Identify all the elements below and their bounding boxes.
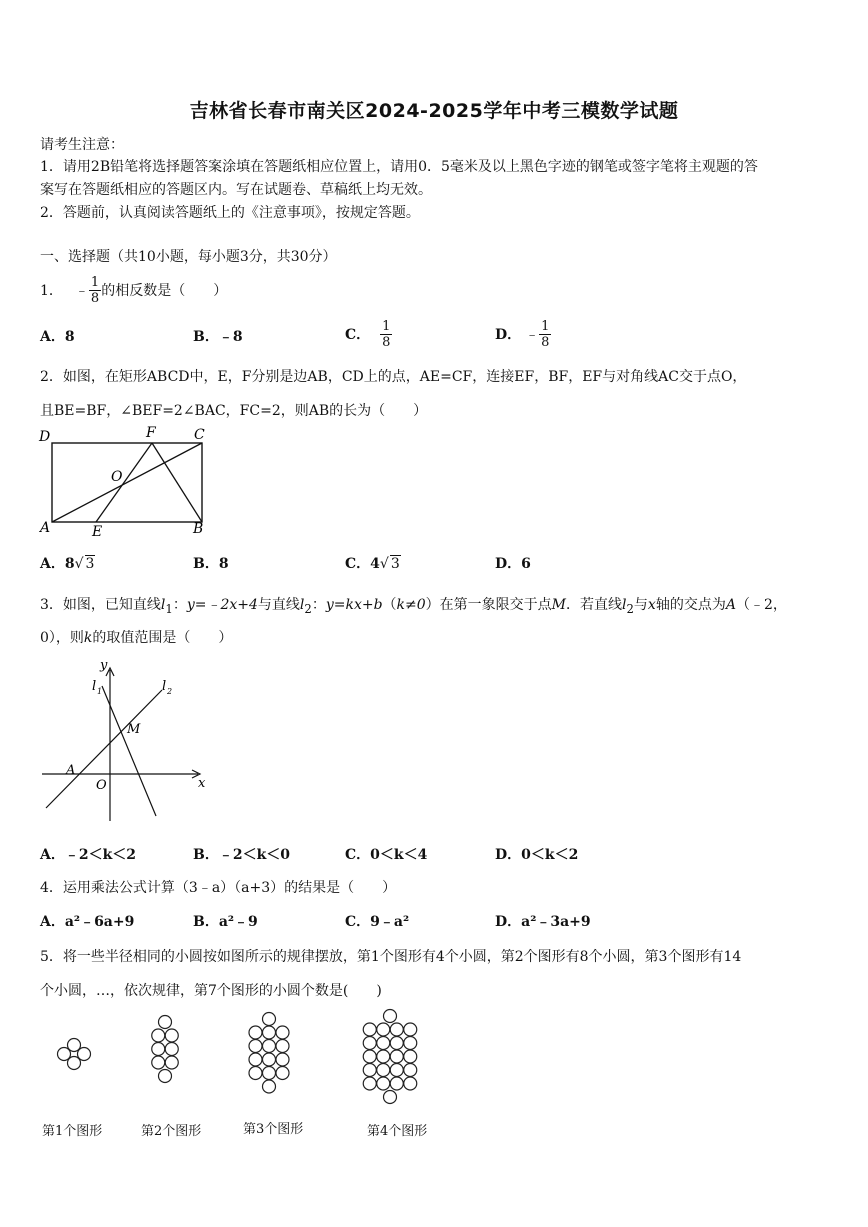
small-circle xyxy=(390,1050,403,1063)
q3-l1-sub: 1 xyxy=(165,601,173,616)
q1-frac-den: 8 xyxy=(90,290,100,306)
q3-point-a: A xyxy=(725,597,736,613)
section-heading: 一、选择题（共10小题，每小题3分，共30分） xyxy=(40,249,337,265)
q3-l1: l xyxy=(160,597,166,613)
small-circle xyxy=(263,1067,276,1080)
q3-text-l: 的取值范围是（ ） xyxy=(92,630,233,646)
q3-l2: l xyxy=(299,597,305,613)
figure-2-circles xyxy=(152,1016,179,1083)
label-d: D xyxy=(39,429,51,445)
caption-figure-1: 第1个图形 xyxy=(42,1124,103,1139)
q3-x-var: x xyxy=(647,597,656,613)
label-e: E xyxy=(92,524,103,540)
small-circle xyxy=(165,1056,178,1069)
small-circle xyxy=(263,1026,276,1039)
q1-text: 的相反数是（ ） xyxy=(101,283,228,299)
small-circle xyxy=(390,1037,403,1050)
q3-k-var: k xyxy=(83,630,93,646)
small-circle xyxy=(152,1043,165,1056)
small-circle xyxy=(249,1026,262,1039)
small-circle xyxy=(404,1050,417,1063)
small-circle xyxy=(249,1040,262,1053)
q3-text-a: 3．如图，已知直线 xyxy=(40,597,161,613)
q2-option-a: A．8√ 3 xyxy=(40,556,95,572)
label-c: C xyxy=(194,427,205,443)
small-circle xyxy=(390,1023,403,1036)
q1-option-d xyxy=(495,314,551,354)
small-circle xyxy=(363,1077,376,1090)
q1-option-c xyxy=(345,314,392,354)
notice-line-1: 1．请用2B铅笔将选择题答案涂填在答题纸相应位置上，请用0．5毫米及以上黑色字迹的钢笔或签字笔将主观题的答 xyxy=(40,159,758,175)
origin-label: O xyxy=(96,778,107,793)
q1-fraction xyxy=(89,275,101,306)
q1-number: 1． xyxy=(40,283,63,299)
q3-text-i: 轴的交点为 xyxy=(655,597,726,613)
diagonal-ac xyxy=(52,443,202,522)
small-circle xyxy=(377,1050,390,1063)
small-circle xyxy=(159,1016,172,1029)
notice-heading: 请考生注意： xyxy=(40,137,124,153)
point-m-label: M xyxy=(127,722,141,737)
q2-option-b: B．8 xyxy=(193,556,229,572)
q2-line-2: 且BE=BF，∠BEF=2∠BAC，FC=2，则AB的长为（ ） xyxy=(40,403,428,419)
q3-line-1 xyxy=(40,594,787,616)
l1-sub-label: 1 xyxy=(97,687,103,696)
small-circle xyxy=(276,1053,289,1066)
small-circle xyxy=(263,1013,276,1026)
figure-4-circles xyxy=(363,1010,417,1104)
q1-d-den: 8 xyxy=(541,334,550,350)
x-label: x xyxy=(198,776,206,791)
q3-option-b: B．﹣2＜k＜0 xyxy=(193,847,291,863)
q2-c-label: C．4 xyxy=(345,556,380,572)
label-b: B xyxy=(193,521,204,537)
small-circle xyxy=(390,1064,403,1077)
small-circle xyxy=(263,1053,276,1066)
q1-d-fraction xyxy=(539,319,551,350)
q1-c-num: 1 xyxy=(382,318,391,334)
small-circle xyxy=(152,1029,165,1042)
q3-option-c: C．0＜k＜4 xyxy=(345,847,428,863)
small-circle xyxy=(390,1077,403,1090)
q1-option-a: A．8 xyxy=(40,329,75,345)
small-circle xyxy=(404,1077,417,1090)
q1-c-fraction xyxy=(380,319,392,350)
q3-l2-sub: 2 xyxy=(304,601,312,616)
q4-option-d: D．a²﹣3a+9 xyxy=(495,914,591,930)
figure-3-circles xyxy=(249,1013,289,1094)
small-circle xyxy=(68,1057,81,1070)
small-circle xyxy=(263,1040,276,1053)
l1-label: l xyxy=(92,679,97,694)
small-circle xyxy=(363,1050,376,1063)
small-circle xyxy=(363,1037,376,1050)
label-a: A xyxy=(40,520,51,536)
q5-circle-patterns xyxy=(0,1005,868,1115)
small-circle xyxy=(165,1043,178,1056)
q4-option-a: A．a²﹣6a+9 xyxy=(40,914,135,930)
q1-option-b: B．﹣8 xyxy=(193,329,243,345)
q2-option-c: C．4√ 3 xyxy=(345,556,400,572)
q3-option-a: A．﹣2＜k＜2 xyxy=(40,847,137,863)
small-circle xyxy=(159,1070,172,1083)
q3-text-j: （﹣2， xyxy=(735,597,787,613)
l2-label: l xyxy=(162,679,167,694)
small-circle xyxy=(249,1053,262,1066)
q3-text-e: （ xyxy=(382,597,397,613)
small-circle xyxy=(377,1077,390,1090)
small-circle xyxy=(276,1067,289,1080)
q3-l2b: l xyxy=(622,597,627,613)
small-circle xyxy=(404,1023,417,1036)
q1-c-label: C． xyxy=(345,327,371,343)
q3-equation-1: y=﹣2x+4 xyxy=(186,597,258,613)
segment-bf xyxy=(152,443,202,522)
small-circle xyxy=(377,1064,390,1077)
q3-text-b: ： xyxy=(172,597,187,613)
q3-line-2 xyxy=(40,627,232,647)
caption-figure-2: 第2个图形 xyxy=(141,1124,202,1139)
q3-text-k: 0），则 xyxy=(40,630,84,646)
q3-text-h: 与 xyxy=(633,597,648,613)
label-f: F xyxy=(146,425,156,441)
small-circle xyxy=(152,1056,165,1069)
point-a-label: A xyxy=(66,763,76,778)
small-circle xyxy=(363,1023,376,1036)
q5-line-2: 个小圆，…，依次规律，第7个图形的小圆个数是( ) xyxy=(40,983,382,999)
segment-ef xyxy=(96,443,152,522)
q2-line-1: 2．如图，在矩形ABCD中，E，F分别是边AB，CD上的点，AE=CF，连接EF，BF，EF与对角线AC交于点O， xyxy=(40,369,747,385)
small-circle xyxy=(363,1064,376,1077)
q1-frac-num: 1 xyxy=(90,274,100,290)
figure-1-circles xyxy=(58,1039,91,1070)
q2-a-label: A．8 xyxy=(40,556,75,572)
q4-option-b: B．a²﹣9 xyxy=(193,914,258,930)
q1-c-den: 8 xyxy=(382,334,391,350)
q1-sign: ﹣ xyxy=(74,283,89,299)
q5-line-1: 5．将一些半径相同的小圆按如图所示的规律摆放，第1个图形有4个小圆，第2个图形有8个小圆，第3个图形有14 xyxy=(40,949,742,965)
y-label: y xyxy=(100,658,108,673)
small-circle xyxy=(377,1023,390,1036)
l2-sub-label: 2 xyxy=(167,687,173,696)
small-circle xyxy=(404,1037,417,1050)
small-circle xyxy=(263,1080,276,1093)
q3-text-f: ）在第一象限交于点 xyxy=(425,597,552,613)
small-circle xyxy=(377,1037,390,1050)
q4-text: 4．运用乘法公式计算（3﹣a）（a+3）的结果是（ ） xyxy=(40,880,397,896)
q3-text-c: 与直线 xyxy=(257,597,300,613)
q3-option-d: D．0＜k＜2 xyxy=(495,847,579,863)
small-circle xyxy=(276,1040,289,1053)
q1-d-sign: ﹣ xyxy=(525,327,540,343)
label-o: O xyxy=(111,469,123,485)
small-circle xyxy=(404,1064,417,1077)
q3-text-g: ．若直线 xyxy=(566,597,623,613)
q4-option-c: C．9﹣a² xyxy=(345,914,410,930)
q3-coordinate-graph xyxy=(38,656,218,826)
notice-line-3: 2．答题前，认真阅读答题纸上的《注意事项》，按规定答题。 xyxy=(40,205,420,221)
small-circle xyxy=(384,1091,397,1104)
q3-equation-2: y=kx+b xyxy=(325,597,383,613)
q1-d-num: 1 xyxy=(541,318,550,334)
notice-line-2: 案写在答题纸相应的答题区内。写在试题卷、草稿纸上均无效。 xyxy=(40,182,432,198)
q3-l2b-sub: 2 xyxy=(626,601,634,616)
q3-text-d: ： xyxy=(311,597,326,613)
question-1 xyxy=(40,270,227,310)
page-title: 吉林省长春市南关区2024-2025学年中考三模数学试题 xyxy=(189,100,679,122)
q3-point-m: M xyxy=(551,597,567,613)
small-circle xyxy=(276,1026,289,1039)
q2-a-radicand: 3 xyxy=(85,556,95,572)
q3-condition: k≠0 xyxy=(396,597,426,613)
small-circle xyxy=(384,1010,397,1023)
small-circle xyxy=(165,1029,178,1042)
q2-option-d: D．6 xyxy=(495,556,531,572)
caption-figure-4: 第4个图形 xyxy=(367,1124,428,1139)
caption-figure-3: 第3个图形 xyxy=(243,1122,304,1137)
q2-c-radicand: 3 xyxy=(390,556,400,572)
small-circle xyxy=(249,1067,262,1080)
q1-d-label: D． xyxy=(495,327,522,343)
q2-rectangle-figure xyxy=(35,422,215,542)
